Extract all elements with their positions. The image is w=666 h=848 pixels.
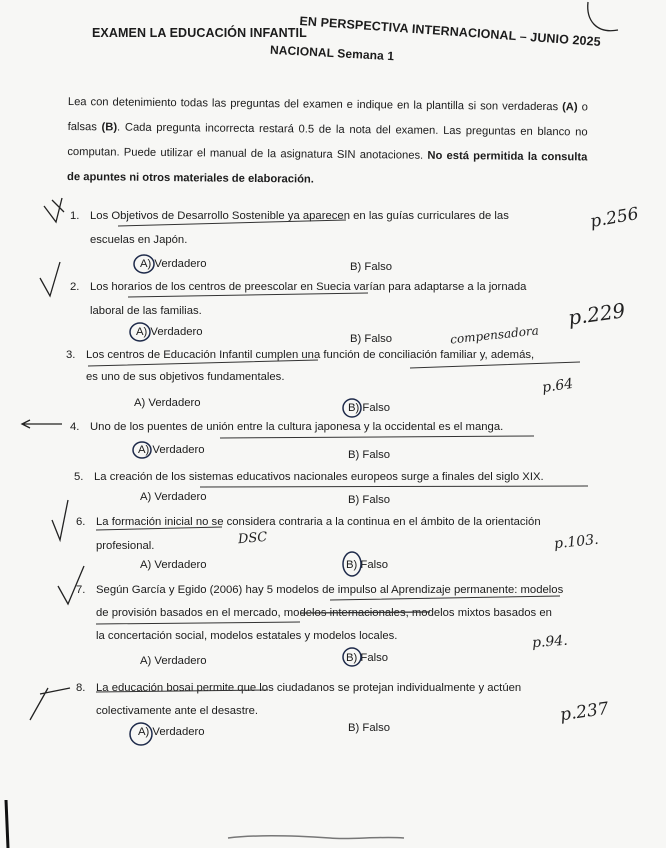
question-text: Según García y Egido (2006) hay 5 modelos de impulso al Aprendizaje permanente: modelos [96, 584, 564, 596]
q6-option-a[interactable]: A) Verdadero [140, 559, 207, 571]
instructions-true-label: (A) [562, 101, 578, 114]
question-number: 5. [74, 471, 84, 483]
q8-option-a[interactable]: A) Verdadero [138, 726, 205, 738]
question-text-cont: laboral de las familias. [90, 305, 202, 317]
q2-option-b[interactable]: B) Falso [350, 333, 393, 345]
q1-option-a[interactable]: A) Verdadero [140, 258, 207, 270]
question-text-cont: es uno de sus objetivos fundamentales. [86, 371, 285, 383]
exam-subtitle: NACIONAL Semana 1 [269, 42, 395, 64]
question-number: 1. [70, 210, 80, 222]
question-text-cont: profesional. [96, 540, 155, 552]
instructions-text-1: Lea con detenimiento todas las preguntas del examen e indique en la plantilla si son verdaderas [67, 95, 559, 114]
q5-option-a[interactable]: A) Verdadero [140, 491, 207, 503]
instructions-false-label: (B) [101, 121, 118, 134]
question-text: Uno de los puentes de unión entre la cultura japonesa y la occidental es el manga. [90, 421, 504, 433]
question-number: 8. [76, 682, 86, 694]
instructions-text-2: o falsas [67, 101, 588, 134]
exam-title-part2: EN PERSPECTIVA INTERNACIONAL – JUNIO 2025 [299, 14, 602, 50]
q2-option-a[interactable]: A) Verdadero [136, 326, 203, 338]
q3-page-note: p.64 [541, 375, 575, 397]
q4-option-a[interactable]: A) Verdadero [138, 444, 205, 456]
q4-option-b[interactable]: B) Falso [348, 449, 391, 461]
question-number: 3. [66, 349, 76, 361]
q7-option-a[interactable]: A) Verdadero [140, 655, 207, 667]
question-text: Los horarios de los centros de preescolar en Suecia varían para adaptarse a la jornada [90, 281, 527, 293]
q7-option-b[interactable]: B) Falso [346, 652, 389, 664]
q2-compensadora-note: compensadora [449, 323, 540, 347]
check-mark-q1 [44, 198, 64, 222]
q1-option-b[interactable]: B) Falso [350, 261, 393, 273]
q6-option-b[interactable]: B) Falso [346, 559, 389, 571]
check-mark-q8 [30, 688, 70, 720]
q5-option-b[interactable]: B) Falso [348, 494, 391, 506]
question-number: 2. [70, 281, 80, 293]
q1-page-note: p.256 [588, 203, 641, 233]
question-text: La creación de los sistemas educativos nacionales europeos surge a finales del siglo XIX. [94, 471, 544, 483]
question-text-cont: escuelas en Japón. [90, 234, 188, 246]
q8-page-note: p.237 [558, 698, 610, 726]
bottom-mark [228, 836, 404, 839]
question-number: 6. [76, 516, 86, 528]
question-number: 4. [70, 421, 80, 433]
check-mark-q2 [40, 262, 60, 296]
question-text: Los Objetivos de Desarrollo Sostenible ya aparecen en las guías curriculares de las [90, 210, 509, 222]
left-edge-mark [6, 800, 8, 848]
q3-option-a[interactable]: A) Verdadero [134, 397, 201, 409]
q7-page-note: p.94. [531, 632, 569, 652]
question-text-cont: de provisión basados en el mercado, modelos internacionales, modelos mixtos basados en [96, 607, 552, 619]
arrow-q4 [22, 420, 62, 428]
q6-dsc-note: DSC [237, 529, 268, 548]
question-number: 7. [76, 584, 86, 596]
question-text: Los centros de Educación Infantil cumplen una función de conciliación familiar y, además, [86, 349, 535, 361]
q3-option-b[interactable]: B) Falso [348, 402, 391, 414]
question-text-cont: colectivamente ante el desastre. [96, 705, 259, 717]
q6-page-note: p.103. [553, 531, 600, 553]
instructions-text-3: . Cada pregunta incorrecta restará 0.5 de la nota del examen. Las preguntas en blanco no computan. Puede utilizar el manual de la asignatura SIN anotaciones. [67, 121, 588, 162]
instructions-warning: No está permitida la consulta de apuntes ni otros materiales de elaboración. [67, 149, 588, 186]
instructions-paragraph [67, 90, 588, 195]
exam-title-part1: EXAMEN LA EDUCACIÓN INFANTIL [92, 26, 307, 40]
q8-option-b[interactable]: B) Falso [348, 722, 391, 734]
corner-pen-stroke [588, 2, 618, 31]
question-text-cont: la concertación social, modelos estatales y modelos locales. [96, 630, 398, 642]
check-mark-q6 [52, 500, 68, 540]
question-text: La educación bosai permite que los ciudadanos se protejan individualmente y actúen [96, 682, 522, 694]
q2-page-note: p.229 [566, 298, 627, 330]
question-text: La formación inicial no se considera contraria a la continua en el ámbito de la orientación [96, 516, 541, 528]
